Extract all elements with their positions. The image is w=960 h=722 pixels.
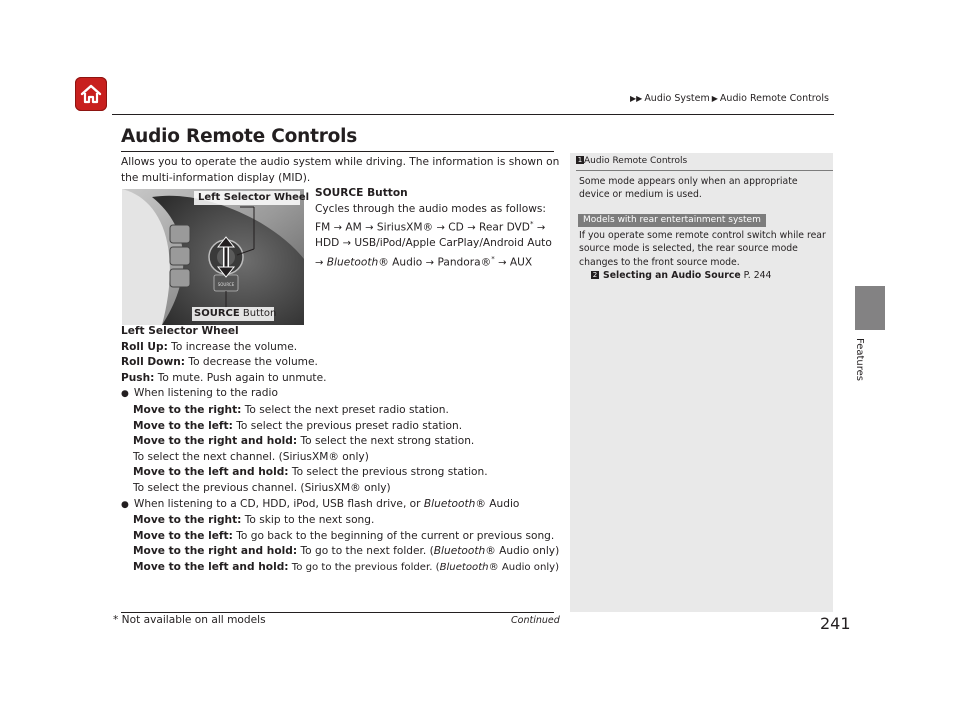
reference-arrow-icon: 2 — [592, 271, 598, 280]
svg-text:SOURCE: SOURCE — [217, 282, 235, 287]
list-item: Move to the left: To go back to the beginning of the current or previous song. — [133, 529, 555, 542]
side-tab-label: Features — [854, 338, 865, 381]
wheel-section — [121, 324, 559, 576]
list-item: To select the next channel. (SiriusXM® only) — [133, 450, 369, 463]
mode-sequence-line3: → Bluetooth® Audio → Pandora®* → AUX — [315, 254, 533, 269]
breadcrumb — [628, 93, 829, 104]
title-rule — [121, 151, 554, 152]
home-button[interactable] — [75, 77, 107, 111]
steering-switch-illustration — [122, 189, 304, 325]
list-item: Move to the left and hold: To go to the previous folder. (Bluetooth® Audio only) — [133, 560, 560, 573]
cross-reference-link[interactable]: 2 Selecting an Audio Source P. 244 — [592, 270, 772, 282]
side-note-heading: 1 Audio Remote Controls — [577, 156, 688, 166]
mode-sequence-line1: FM → AM → SiriusXM® → CD → Rear DVD* → — [315, 220, 546, 234]
source-button-section: SOURCE Button Cycles through the audio modes as follows: FM → AM → SiriusXM® → CD → Rear DVD* → HDD → USB/iPod/Apple CarPlay/Android Auto → Bluetooth® Audio → Pandora®* → AUX — [315, 186, 552, 271]
callout-source-button: SOURCE Button — [194, 308, 277, 319]
note-marker-icon: 1 — [577, 156, 583, 164]
radio-items — [121, 403, 559, 497]
mode-sequence-line2: HDD → USB/iPod/Apple CarPlay/Android Auto — [315, 237, 552, 250]
page-number: 241 — [820, 614, 851, 633]
side-note-paragraph-1: Some mode appears only when an appropriate device or medium is used. — [579, 176, 798, 201]
wheel-heading: Left Selector Wheel — [121, 325, 239, 337]
intro-text: Allows you to operate the audio system while driving. The information is shown on the multi-information display (MID). — [121, 156, 560, 184]
list-item: Move to the right: To select the next preset radio station. — [133, 403, 449, 416]
page-title: Audio Remote Controls — [121, 126, 358, 147]
list-item: Move to the right and hold: To select the next strong station. — [133, 435, 475, 448]
media-bullet: ● When listening to a CD, HDD, iPod, USB flash drive, or Bluetooth® Audio — [121, 497, 520, 510]
list-item: Move to the left: To select the previous preset radio station. — [133, 419, 463, 432]
header-rule — [112, 114, 834, 115]
breadcrumb-page: Audio Remote Controls — [719, 93, 829, 104]
wheel-roll-down: Roll Down: To decrease the volume. — [121, 356, 318, 369]
radio-bullet: ● When listening to the radio — [121, 387, 278, 400]
side-note-rule — [576, 170, 833, 171]
wheel-push: Push: To mute. Push again to unmute. — [121, 371, 327, 384]
callout-left-selector-wheel: Left Selector Wheel — [198, 192, 310, 203]
list-item: Move to the left and hold: To select the previous strong station. — [133, 466, 488, 479]
footer-rule — [121, 612, 554, 613]
source-button-heading: SOURCE Button — [315, 187, 408, 199]
side-tab-marker[interactable] — [855, 286, 885, 330]
home-icon — [79, 83, 103, 105]
list-item: Move to the right and hold: To go to the next folder. (Bluetooth® Audio only) — [133, 545, 560, 558]
wheel-roll-up: Roll Up: To increase the volume. — [121, 340, 298, 353]
breadcrumb-section[interactable]: Audio System — [644, 93, 710, 104]
continued-label: Continued — [511, 615, 560, 626]
breadcrumb-arrow-icon: ▶ — [711, 94, 718, 103]
list-item: To select the previous channel. (SiriusXM® only) — [133, 481, 391, 494]
side-note-paragraph-2: If you operate some remote control switch while rear source mode is selected, the rear source mode changes to the front source mode. 2 Selecting an Audio Source P. 244 — [579, 230, 826, 282]
list-item: Move to the right: To skip to the next song. — [133, 514, 375, 527]
media-items — [121, 513, 559, 575]
steering-wheel-figure — [122, 189, 310, 325]
breadcrumb-arrow-icon: ▶▶ — [630, 94, 643, 103]
footnote: * Not available on all models — [113, 614, 266, 626]
models-tag: Models with rear entertainment system — [578, 214, 766, 227]
